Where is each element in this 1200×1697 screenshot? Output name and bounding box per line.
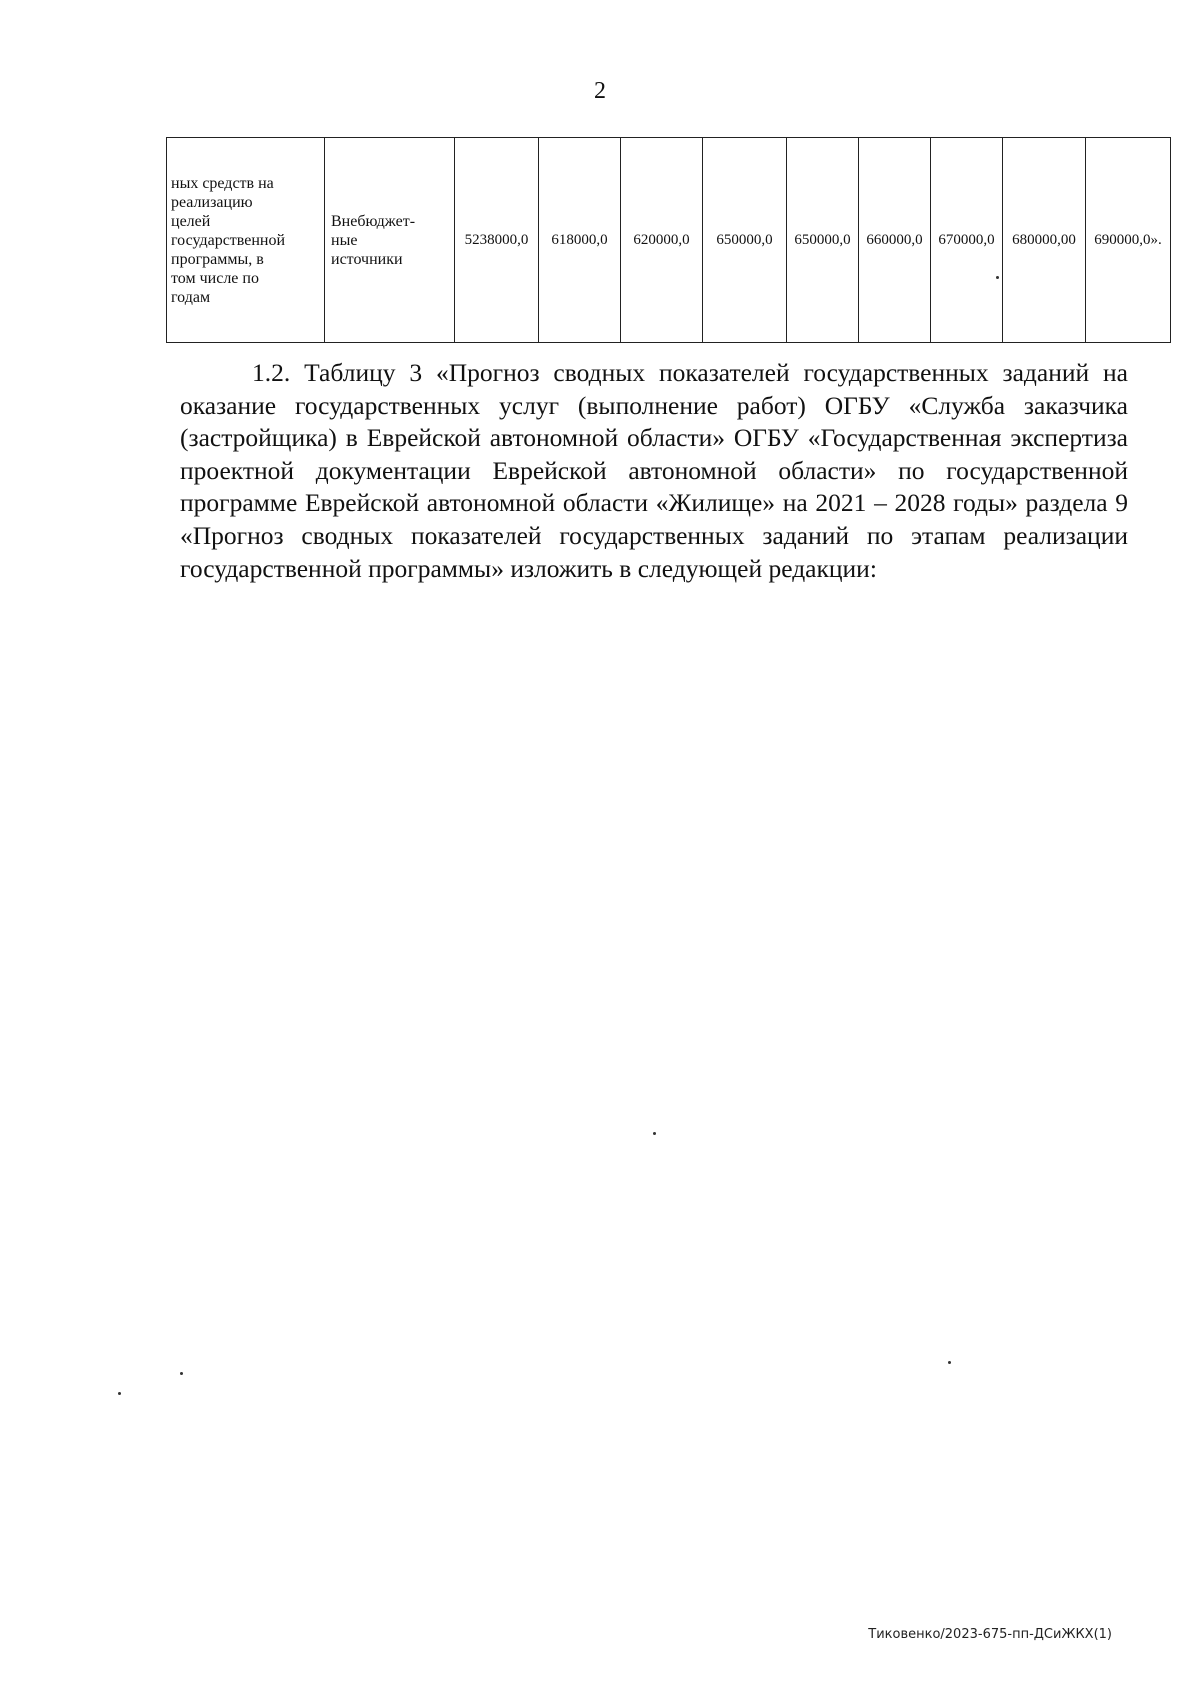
page-number: 2: [594, 78, 606, 104]
value-year-cell: 618000,0: [539, 138, 621, 343]
funding-source-cell: Внебюджет- ные источники: [325, 138, 455, 343]
value-year-cell: 660000,0: [859, 138, 931, 343]
value-year-cell: 650000,0: [787, 138, 859, 343]
funding-table: [166, 137, 1171, 343]
value-total-cell: 5238000,0: [455, 138, 539, 343]
value-year-cell: 650000,0: [703, 138, 787, 343]
value-year-cell: 690000,0».: [1086, 138, 1171, 343]
amendment-paragraph: 1.2. Таблицу 3 «Прогноз сводных показателей государственных заданий на оказание государственных услуг (выполнение работ) ОГБУ «Служба заказчика (застройщика) в Еврейской автономной области» ОГБУ «Государственная экспертиза проектной документации Еврейской автономной области» по государственной программе Еврейской автономной области «Жилище» на 2021 – 2028 годы» раздела 9 «Прогноз сводных показателей государственных заданий по этапам реализации государственной программы» изложить в следующей редакции:: [180, 358, 1128, 583]
value-year-cell: 620000,0: [621, 138, 703, 343]
table-row: [167, 138, 1171, 343]
scan-speck: [948, 1361, 951, 1364]
scan-speck: [118, 1392, 121, 1395]
scan-speck: [180, 1372, 183, 1375]
value-year-cell: 680000,00: [1003, 138, 1086, 343]
funding-description-cell: ных средств на реализацию целей государственной программы, в том числе по годам: [167, 138, 325, 343]
scan-speck: [996, 276, 999, 279]
document-reference: Тиковенко/2023-675-пп-ДСиЖКХ(1): [868, 1627, 1112, 1642]
value-year-cell: 670000,0: [931, 138, 1003, 343]
scan-speck: [653, 1132, 656, 1135]
